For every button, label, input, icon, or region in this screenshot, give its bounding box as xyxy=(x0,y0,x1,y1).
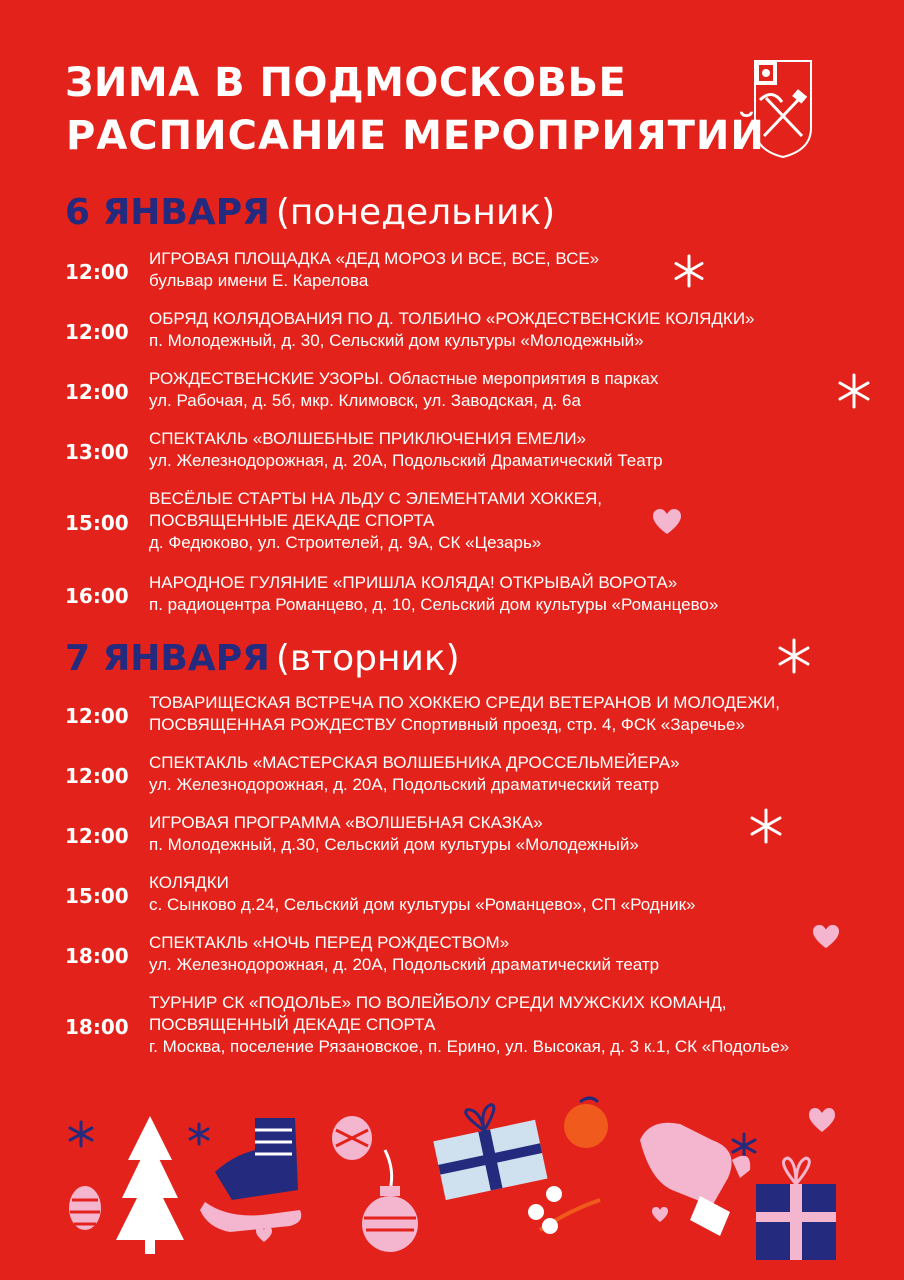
event-time: 16:00 xyxy=(65,584,129,608)
event-time: 12:00 xyxy=(65,764,129,788)
event-time: 18:00 xyxy=(65,1015,129,1039)
ornament-ball-icon xyxy=(362,1150,418,1252)
event-title: СПЕКТАКЛЬ «МАСТЕРСКАЯ ВОЛШЕБНИКА ДРОССЕЛЬМЕЙЕРА» xyxy=(149,753,680,772)
event-location: ПОСВЯЩЕННАЯ РОЖДЕСТВУ Спортивный проезд, стр. 4, ФСК «Заречье» xyxy=(149,715,745,734)
day-date: 6 ЯНВАРЯ xyxy=(65,192,270,233)
snowflake-icon xyxy=(70,1122,92,1146)
event-location: ул. Железнодорожная, д. 20А, Подольский драматический театр xyxy=(149,955,660,974)
event-location: д. Федюково, ул. Строителей, д. 9А, СК «Цезарь» xyxy=(149,533,542,552)
heart-icon xyxy=(812,924,840,950)
coat-of-arms-icon xyxy=(752,58,814,160)
event-title: КОЛЯДКИ xyxy=(149,873,229,892)
tangerine-icon xyxy=(564,1098,608,1148)
event-location: г. Москва, поселение Рязановское, п. Ерино, ул. Высокая, д. 3 к.1, СК «Подолье» xyxy=(149,1037,790,1056)
event-location: бульвар имени Е. Карелова xyxy=(149,271,369,290)
event-title-cont: ПОСВЯЩЕННЫЙ ДЕКАДЕ СПОРТА xyxy=(149,1015,436,1034)
snowflake-icon xyxy=(672,254,706,288)
day-heading xyxy=(65,192,555,234)
event-location: п. Молодежный, д.30, Сельский дом культуры «Молодежный» xyxy=(149,835,639,854)
snowflake-icon xyxy=(748,808,784,844)
event-time: 12:00 xyxy=(65,704,129,728)
snowflake-icon xyxy=(190,1124,208,1144)
event-title: НАРОДНОЕ ГУЛЯНИЕ «ПРИШЛА КОЛЯДА! ОТКРЫВАЙ ВОРОТА» xyxy=(149,573,678,592)
event-title: ИГРОВАЯ ПЛОЩАДКА «ДЕД МОРОЗ И ВСЕ, ВСЕ, ВСЕ» xyxy=(149,249,600,268)
event-location: с. Сынково д.24, Сельский дом культуры «Романцево», СП «Родник» xyxy=(149,895,696,914)
berries-icon xyxy=(528,1186,600,1234)
event-title: РОЖДЕСТВЕНСКИЕ УЗОРЫ. Областные мероприятия в парках xyxy=(149,369,659,388)
event-title: ТОВАРИЩЕСКАЯ ВСТРЕЧА ПО ХОККЕЮ СРЕДИ ВЕТЕРАНОВ И МОЛОДЕЖИ, xyxy=(149,693,781,712)
page-title: ЗИМА В ПОДМОСКОВЬЕ xyxy=(65,60,627,106)
day-date: 7 ЯНВАРЯ xyxy=(65,638,270,679)
day-weekday: (вторник) xyxy=(275,638,460,679)
day-heading xyxy=(65,638,460,680)
event-title: ВЕСЁЛЫЕ СТАРТЫ НА ЛЬДУ С ЭЛЕМЕНТАМИ ХОККЕЯ, xyxy=(149,489,603,508)
day-weekday: (понедельник) xyxy=(275,192,556,233)
event-time: 18:00 xyxy=(65,944,129,968)
event-time: 13:00 xyxy=(65,440,129,464)
page-subtitle: РАСПИСАНИЕ МЕРОПРИЯТИЙ xyxy=(66,113,765,159)
event-location: ул. Рабочая, д. 5б, мкр. Климовск, ул. Заводская, д. 6а xyxy=(149,391,581,410)
decorative-illustrations xyxy=(0,1090,904,1280)
event-time: 15:00 xyxy=(65,884,129,908)
event-time: 12:00 xyxy=(65,380,129,404)
event-time: 15:00 xyxy=(65,511,129,535)
snowflake-icon xyxy=(733,1134,755,1158)
event-time: 12:00 xyxy=(65,824,129,848)
christmas-tree-icon xyxy=(116,1116,184,1254)
event-title: СПЕКТАКЛЬ «ВОЛШЕБНЫЕ ПРИКЛЮЧЕНИЯ ЕМЕЛИ» xyxy=(149,429,586,448)
snowflake-icon xyxy=(836,373,872,409)
gift-box-icon xyxy=(428,1096,547,1200)
event-title: ТУРНИР СК «ПОДОЛЬЕ» ПО ВОЛЕЙБОЛУ СРЕДИ МУЖСКИХ КОМАНД, xyxy=(149,993,727,1012)
heart-icon xyxy=(652,508,682,536)
event-location: ул. Железнодорожная, д. 20А, Подольский Драматический Театр xyxy=(149,451,663,470)
event-title: ИГРОВАЯ ПРОГРАММА «ВОЛШЕБНАЯ СКАЗКА» xyxy=(149,813,543,832)
event-title-cont: ПОСВЯЩЕННЫЕ ДЕКАДЕ СПОРТА xyxy=(149,511,435,530)
event-title: СПЕКТАКЛЬ «НОЧЬ ПЕРЕД РОЖДЕСТВОМ» xyxy=(149,933,510,952)
gift-box-icon xyxy=(756,1158,836,1260)
event-location: п. Молодежный, д. 30, Сельский дом культуры «Молодежный» xyxy=(149,331,644,350)
event-title: ОБРЯД КОЛЯДОВАНИЯ ПО Д. ТОЛБИНО «РОЖДЕСТВЕНСКИЕ КОЛЯДКИ» xyxy=(149,309,755,328)
event-location: п. радиоцентра Романцево, д. 10, Сельский дом культуры «Романцево» xyxy=(149,595,719,614)
ice-skate-icon xyxy=(200,1118,301,1232)
event-location: ул. Железнодорожная, д. 20А, Подольский драматический театр xyxy=(149,775,660,794)
event-time: 12:00 xyxy=(65,260,129,284)
event-time: 12:00 xyxy=(65,320,129,344)
snowflake-icon xyxy=(776,638,812,674)
